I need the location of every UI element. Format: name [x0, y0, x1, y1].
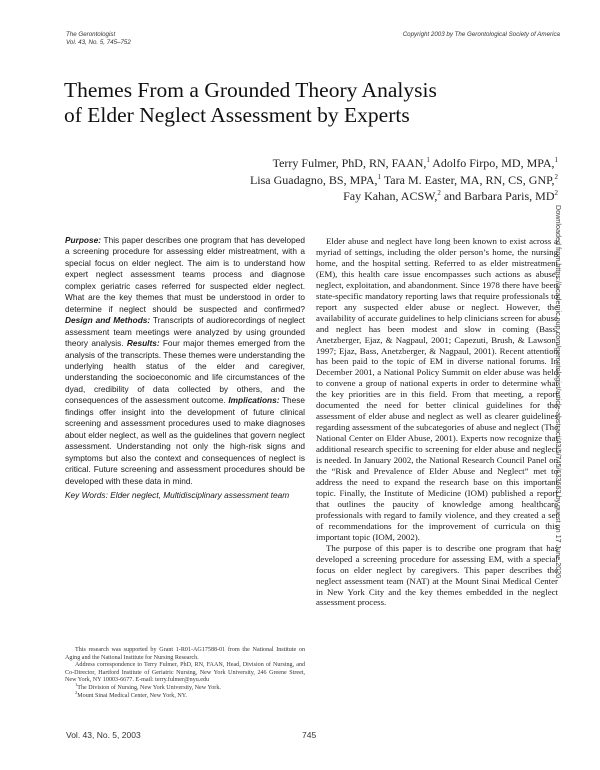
key-words: Key Words: Elder neglect, Multidisciplinary assessment team [65, 489, 290, 500]
footer-issue: Vol. 43, No. 5, 2003 [66, 730, 141, 740]
volume-line: Vol. 43, No. 5, 745–752 [66, 39, 131, 46]
copyright-notice: Copyright 2003 by The Gerontological Society of America [402, 31, 560, 38]
abstract-text: Purpose: This paper describes one program that has developed a screening procedure for assessing elder mistreatment, with a special focus on elder neglect. The aim is to understand how expert neglect assessment teams process and diagnose complex geriatric cases referred for suspected elder neglect. What are the key themes that must be understood in order to determine if neglect should be suspected and confirmed? Design and Methods: Transcripts of audiorecordings of neglect assessment team meetings were analyzed by using grounded theory analysis. Results: Four major themes emerged from the analysis of the transcripts. These themes were understanding the underlying health status of the elder and caregiver, understanding the socioeconomic and life circumstances of the dyad, credibility of data collected by others, and the consequences of the assessment outcome. Implications: These findings offer insight into the development of future clinical screening and assessment procedures used to make diagnoses about elder neglect, as well as the guidelines that govern neglect assessment. Understanding not only the high-risk signs and symptoms but also the context and consequences of neglect is critical. Future screening and assessment procedures should be developed with these data in mind. [65, 235, 306, 486]
body-paragraph-2: The purpose of this paper is to describe one program that has developed a screening procedure for assessing EM, with a special focus on elder neglect by caregivers. This paper describes the neglect assessment team (NAT) at the Mount Sinai Medical Center in New York City and the key themes embedded in the neglect assessment process. [316, 542, 558, 608]
running-header-left [66, 31, 131, 47]
funding-note: This research was supported by Grant 1-R01-AG17588-01 from the National Institute on Aging and the National Institute for Nursing Research. [65, 647, 305, 661]
purpose-label: Purpose: [65, 235, 101, 245]
correspondence-note: Address correspondence to Terry Fulmer, PhD, RN, FAAN, Head, Division of Nursing, and Co-Director, Hartford Institute of Geriatric Nursing, New York University, 246 Greene Street, New York, NY 10003-6677. E-mail: terry.fulmer@nyu.edu [65, 662, 305, 684]
title-line-2: of Elder Neglect Assessment by Experts [64, 103, 410, 127]
affiliation-1: $^1$The Division of Nursing, New York University, New York. [75, 681, 221, 691]
implications-label: Implications: [228, 395, 280, 406]
title-line-1: Themes From a Grounded Theory Analysis [64, 78, 437, 102]
abstract [65, 235, 305, 501]
affiliation-2: $^2$Mount Sinai Medical Center, New York, NY. [75, 689, 187, 699]
download-watermark: Downloaded from https://academic.oup.com/gerontologist/article-abstract/43/5/745/633663 by guest on 17 June 2020 [554, 205, 563, 579]
body-text [316, 236, 558, 608]
results-label: Results: [126, 338, 160, 349]
footnotes [65, 647, 305, 700]
body-paragraph-1: Elder abuse and neglect have long been known to exist across a myriad of settings, including the older person’s home, the nursing home, and the hospital setting. Referred to as elder mistreatment (EM), this health care issue encompasses such actions as abuse, neglect, exploitation, and abandonment. Since 1978 there have been state-specific mandatory reporting laws that require professionals to report any suspected elder abuse or neglect. However, the availability of accurate guidelines to help clinicians screen for abuse and neglect has been modest and slow in coming (Bass, Anetzberger, Ejaz, & Nagpaul, 2001; Capezuti, Brush, & Lawson, 1997; Ejaz, Bass, Anetzberger, & Nagpaul, 2001). Recent attention has been paid to the topic of EM in diverse national forums. In December 2001, a National Policy Summit on elder abuse was held to convene a group of national experts in order to determine what the key priorities are in this field. From that meeting, a report documented the need for better clinical guidelines for the assessment of elder abuse and neglect as well as clearer guidelines regarding assessment of the subcategories of abuse and neglect (The National Center on Elder Abuse, 2001). Experts now recognize that additional research specific to screening for elder abuse and neglect is needed. In January 2002, the National Research Council Panel on the “Risk and Prevalence of Elder Abuse and Neglect” met to address the need to expand the research base on this important topic. Finally, the Institute of Medicine (IOM) published a report that outlines the paucity of knowledge among healthcare professionals with regard to family violence, and they created a set of recommendations for the improvement of curricula on this important topic (IOM, 2002). [316, 236, 558, 542]
page-number: 745 [302, 730, 317, 740]
methods-label: Design and Methods: [65, 315, 151, 326]
author-list [138, 155, 558, 205]
journal-name: The Gerontologist [66, 31, 116, 38]
author-line-3: Fay Kahan, ACSW,$^2$ and Barbara Paris, $MD^2$ [343, 189, 558, 203]
article-title [64, 78, 544, 128]
author-line-2: Lisa Guadagno, BS, MPA,$^1$ Tara M. Easter, MA, RN, CS, GNP,$^2$ [249, 172, 558, 187]
author-line-1: Terry Fulmer, PhD, RN, FAAN,$^1$ Adolfo Firpo, MD, MPA,$^1$ [272, 156, 558, 170]
